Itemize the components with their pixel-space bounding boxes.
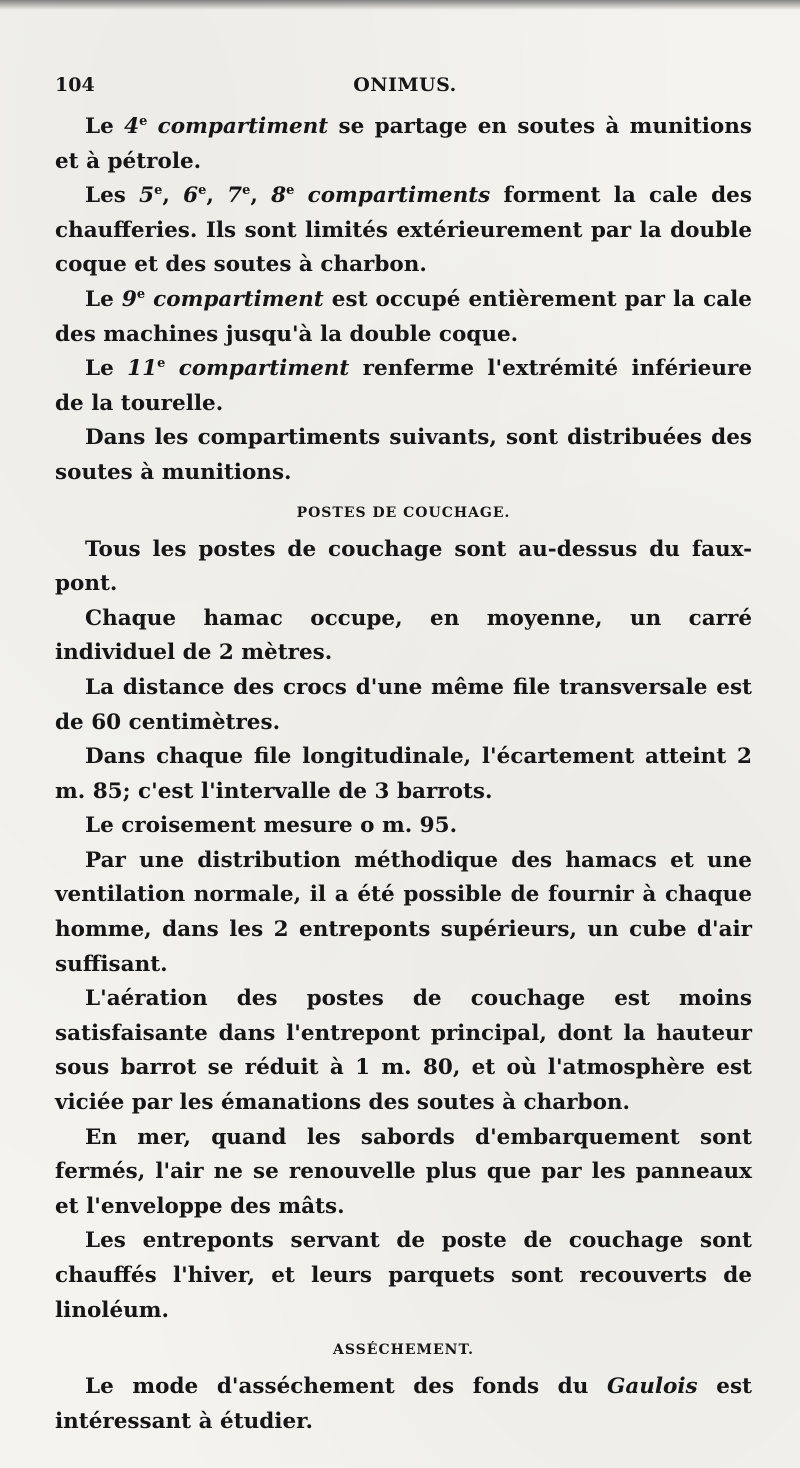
- paragraph-text: est occupé entièrement par la cale des machines jusqu'à la double coque.: [55, 286, 752, 347]
- running-head: ONIMUS.: [353, 74, 457, 96]
- ordinal: 6: [183, 183, 199, 209]
- ordinal: 5: [139, 183, 155, 209]
- paragraph: Dans chaque file longitudinale, l'écartement atteint 2 m. 85; c'est l'intervalle de 3 barrots.: [55, 744, 752, 804]
- scan-top-edge: [0, 0, 800, 10]
- page-number: 104: [55, 74, 95, 96]
- ordinal: 4: [124, 114, 140, 139]
- paragraph-following-compartments: Dans les compartiments suivants, sont distribuées des soutes à munitions.: [55, 425, 752, 485]
- ordinal: 11: [127, 356, 158, 382]
- compartment-label: compartiment: [153, 286, 324, 312]
- compartment-label: compartiment: [178, 356, 350, 382]
- paragraph: Le croisement mesure o m. 95.: [85, 813, 458, 839]
- ordinal-superscript: e: [139, 114, 148, 129]
- ordinal: 9: [121, 286, 137, 312]
- body-text: [55, 110, 752, 1439]
- paragraph-fourth-compartment: Le 4e compartiment se partage en soutes à munitions et à pétrole.: [55, 114, 752, 174]
- paragraph-text: renferme l'extrémité inférieure de la tourelle.: [55, 356, 752, 416]
- compartment-label: compartiments: [307, 183, 491, 209]
- ordinal-superscript: e: [198, 183, 207, 199]
- paragraph-lead: Le mode d'asséchement des fonds du: [85, 1374, 607, 1400]
- ordinal: 8: [271, 183, 287, 209]
- paragraph-text: est intéressant à étudier.: [55, 1374, 752, 1434]
- ordinal: 7: [227, 183, 243, 209]
- ship-name: Gaulois: [606, 1374, 698, 1400]
- ordinal-superscript: e: [154, 183, 163, 199]
- page-header: [55, 74, 755, 100]
- paragraph: Par une distribution méthodique des hamacs et une ventilation normale, il a été possible de fournir à chaque homme, dans les 2 entreponts supérieurs, un cube d'air suffisant.: [55, 847, 752, 977]
- paragraph-assechement: [55, 1370, 752, 1439]
- ordinal-superscript: e: [157, 356, 166, 372]
- paragraph-text: se partage en soutes à munitions et à pétrole.: [55, 114, 752, 174]
- paragraph: La distance des crocs d'une même file transversale est de 60 centimètres.: [55, 674, 752, 735]
- ordinal-superscript: e: [286, 183, 295, 199]
- paragraph: En mer, quand les sabords d'embarquement sont fermés, l'air ne se renouvelle plus que par les panneaux et l'enveloppe des mâts.: [55, 1124, 752, 1219]
- paragraph-eleventh-compartment: Le 11e compartiment renferme l'extrémité inférieure de la tourelle.: [55, 356, 752, 416]
- paragraph-compartments-5-8: Les 5e, 6e, 7e, 8e compartiments forment la cale des chaufferies. Ils sont limités extérieurement par la double coque et des soutes à charbon.: [55, 183, 752, 278]
- section-heading-postes-de-couchage: POSTES DE COUCHAGE.: [296, 504, 511, 521]
- paragraph: Tous les postes de couchage sont au-dessus du faux-pont.: [55, 536, 752, 597]
- compartment-label: compartiment: [157, 114, 329, 139]
- paragraph: L'aération des postes de couchage est moins satisfaisante dans l'entrepont principal, dont la hauteur sous barrot se réduit à 1 m. 80, et où l'atmosphère est viciée par les émanations des soutes à charbon.: [55, 986, 752, 1116]
- paragraph: Les entreponts servant de poste de couchage sont chauffés l'hiver, et leurs parquets sont recouverts de linoléum.: [55, 1228, 752, 1323]
- paragraph: Chaque hamac occupe, en moyenne, un carré individuel de 2 mètres.: [55, 605, 752, 666]
- paragraph-ninth-compartment: Le 9e compartiment est occupé entièrement par la cale des machines jusqu'à la double coque.: [55, 286, 752, 347]
- ordinal-superscript: e: [136, 286, 146, 302]
- paragraph-lead: Les: [85, 183, 140, 209]
- section-heading-assechement: ASSÉCHEMENT.: [333, 1342, 474, 1359]
- paragraph-text: forment la cale des chaufferies. Ils sont limités extérieurement par la double coque et des soutes à charbon.: [55, 183, 752, 278]
- ordinal-superscript: e: [242, 183, 251, 199]
